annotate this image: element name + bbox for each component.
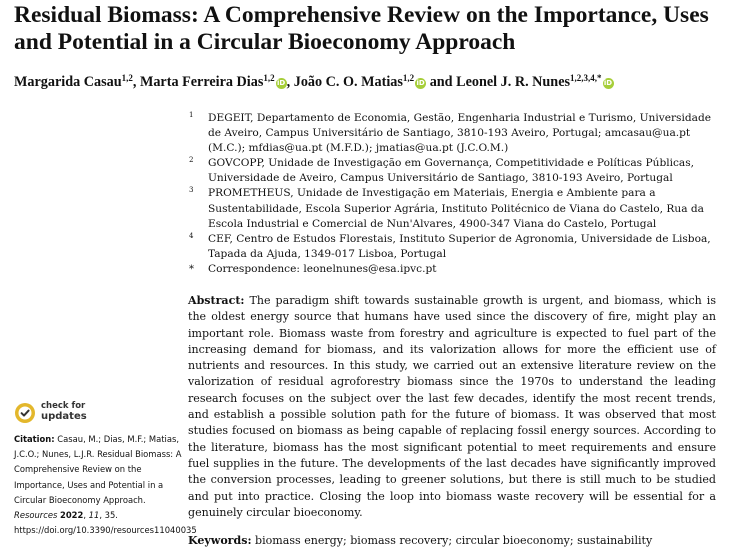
- citation-text: Casau, M.; Dias, M.F.; Matias, J.C.O.; Nunes, L.J.R. Residual Biomass: A Comprehensive Review on the Importance, Uses and Potential in a Circular Bioeconomy Approach.: [14, 434, 182, 505]
- paper-title: Residual Biomass: A Comprehensive Review on the Importance, Uses and Potential in a Circular Bioeconomy Approach: [14, 2, 709, 55]
- affiliation-item: [188, 111, 724, 156]
- affiliation-item: [188, 262, 724, 277]
- author-list: [14, 69, 724, 91]
- affiliation-text: Correspondence: leonelnunes@esa.ipvc.pt: [208, 262, 437, 275]
- affiliation-text: GOVCOPP, Unidade de Investigação em Governança, Competitividade e Políticas Públicas, Universidade de Aveiro, Campus Universitário de Santiago, 3810-193 Aveiro, Portugal: [208, 157, 695, 185]
- affiliation-list: [188, 111, 724, 277]
- author-separator: ,: [132, 74, 140, 90]
- author-name: Leonel J. R. Nunes: [456, 74, 571, 90]
- affiliation-text: PROMETHEUS, Unidade de Investigação em Materiais, Energia e Ambiente para a Sustentabilidade, Escola Superior Agrária, Instituto Politécnico de Viana do Castelo, Rua da Escola Industrial e Comercial de Nun'Alvares, 4900-347 Viana do Castelo, Portugal: [208, 187, 704, 230]
- affiliation-item: [188, 232, 724, 262]
- citation-pages: , 35.: [99, 510, 118, 521]
- citation-volume: 11: [88, 510, 100, 521]
- author-affiliation-sup: 1,2: [121, 73, 133, 83]
- affiliation-text: DEGEIT, Departamento de Economia, Gestão, Engenharia Industrial e Turismo, Universidade de Aveiro, Campus Universitário de Santiago, 3810-193 Aveiro, Portugal; amcasau@ua.pt (M.C.); mfdias@ua.pt (M.F.D.); jmatias@ua.pt (J.C.O.M.): [208, 112, 712, 155]
- affiliation-number: 1: [189, 111, 194, 119]
- keywords: [188, 533, 724, 549]
- author-affiliation-sup: 1,2: [402, 73, 415, 83]
- orcid-icon[interactable]: iD: [277, 79, 286, 87]
- citation-block: Citation: Casau, M.; Dias, M.F.; Matias, J.C.O.; Nunes, L.J.R. Residual Biomass: A Comprehensive Review on the Importance, Uses and Potential in a Circular Bioeconomy Approach. Resources 2022, 11, 35. https://doi.org/10.3390/resources11040035: [14, 434, 197, 536]
- affiliation-text: CEF, Centro de Estudos Florestais, Instituto Superior de Agronomia, Universidade de Lisboa, Tapada da Ajuda, 1349-017 Lisboa, Portugal: [208, 232, 711, 260]
- check-updates-line2: updates: [41, 411, 87, 422]
- author-name: João C. O. Matias: [293, 74, 403, 90]
- affiliation-item: [188, 186, 724, 231]
- author-name: Marta Ferreira Dias: [139, 74, 264, 90]
- abstract: [188, 293, 716, 521]
- abstract-label: Abstract:: [188, 294, 245, 307]
- check-for-updates-button[interactable]: [14, 401, 164, 425]
- affiliation-item: [188, 156, 724, 186]
- keywords-text: biomass energy; biomass recovery; circular bioeconomy; sustainability: [255, 534, 653, 547]
- keywords-label: Keywords:: [188, 534, 252, 547]
- citation-year: 2022: [60, 510, 84, 521]
- check-updates-line1: check for: [41, 401, 86, 411]
- citation-journal: Resources: [14, 510, 58, 521]
- affiliation-number: 4: [189, 231, 194, 240]
- affiliation-number: 2: [189, 156, 194, 165]
- affiliation-number: 3: [189, 186, 194, 195]
- check-updates-icon: [14, 402, 36, 424]
- abstract-text: The paradigm shift towards sustainable growth is urgent, and biomass, which is the oldest energy source that humans have used since the discovery of fire, might play an important role. Biomass waste from forestry and agriculture is expected to fuel part of the increasing demand for biomass, and its valorization allows for more the efficient use of nutrients and resources. In this study, we carried out an extensive literature review on the valorization of residual agroforestry biomass since the 1970s to understand the leading research focuses on the subject over the last few decades, identify the most recent trends, and establish a possible solution path for the future of biomass. It was observed that most studies focused on biomass as being capable of replacing fossil energy sources. According to the literature, biomass has the most significant potential to meet requirements and ensure fuel supplies in the future. The developments of the last decades have significantly improved the conversion processes, leading to greener solutions, but there is still much to be studied and put into practice. Closing the loop into biomass waste recovery will be essential for a genuinely circular bioeconomy.: [188, 294, 716, 519]
- citation-doi-link[interactable]: https://doi.org/10.3390/resources11040035: [14, 525, 197, 536]
- author-separator: ,: [286, 74, 294, 90]
- orcid-icon[interactable]: iD: [603, 79, 613, 87]
- citation-label: Citation:: [14, 434, 55, 444]
- orcid-icon[interactable]: iD: [416, 79, 425, 87]
- affiliation-number: *: [189, 263, 194, 275]
- author-affiliation-sup: 1,2,3,4,*: [570, 73, 602, 83]
- author-name: Margarida Casau: [14, 74, 122, 90]
- author-affiliation-sup: 1,2: [263, 73, 275, 83]
- author-separator: and: [426, 74, 457, 90]
